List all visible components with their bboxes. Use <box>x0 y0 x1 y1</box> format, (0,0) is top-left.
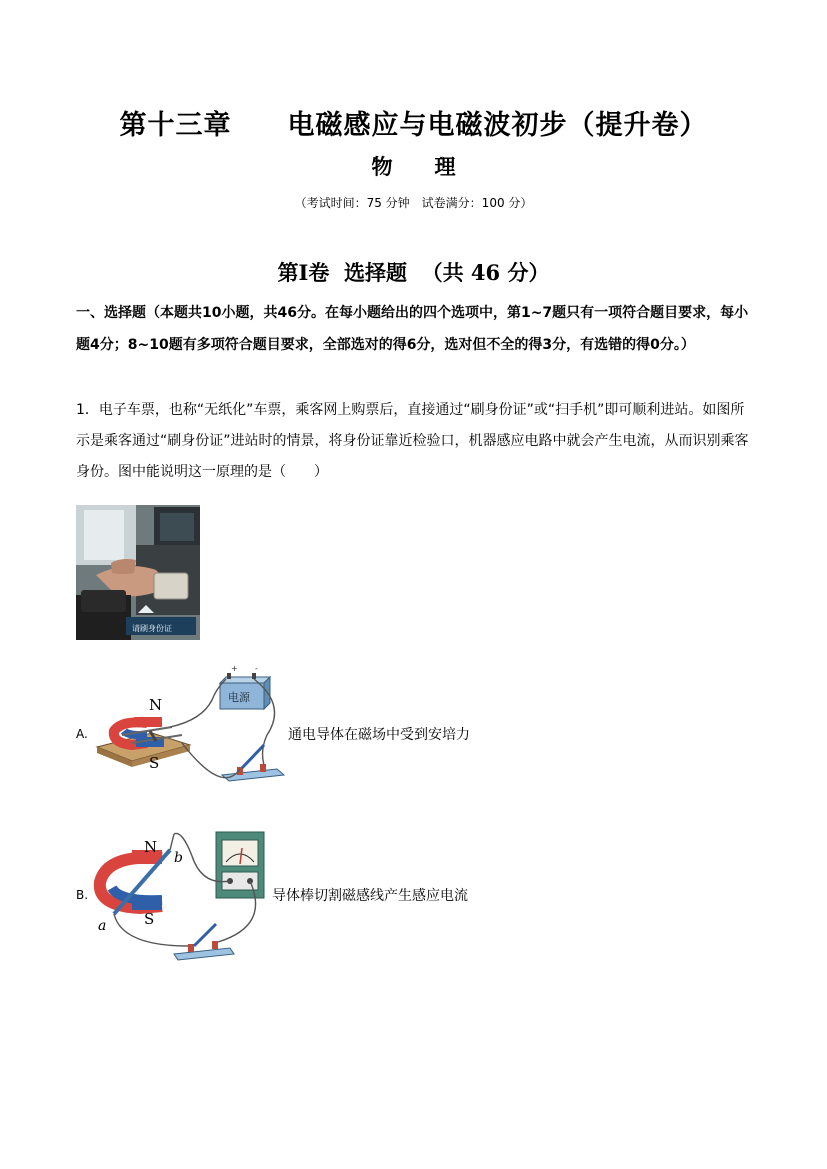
option-b-label-a: a <box>98 918 107 934</box>
option-a-figure <box>92 665 292 795</box>
power-minus: - <box>255 664 258 673</box>
option-b-label-b: b <box>174 850 183 866</box>
option-a-letter: A. <box>76 727 88 741</box>
option-b-south-label: S <box>144 910 155 928</box>
question-1-text: 1．电子车票，也称“无纸化”车票，乘客网上购票后，直接通过“刷身份证”或“扫手机”即可顺利进站。如图所示是乘客通过“刷身份证”进站时的情景，将身份证靠近检验口，机器感应电路中就会产生电流，从而识别乘客身份。图中能说明这一原理的是（ ） <box>76 402 749 480</box>
subject-title: 物 理 <box>371 154 456 179</box>
section-title: 第Ⅰ卷 选择题 （共 46 分） <box>277 260 550 285</box>
exam-info: （考试时间：75 分钟 试卷满分：100 分） <box>294 196 533 210</box>
option-b-north-label: N <box>144 838 158 856</box>
power-plus: + <box>231 664 238 673</box>
option-b-text: 导体棒切割磁感线产生感应电流 <box>272 888 468 904</box>
id-card-gate-photo <box>76 505 200 640</box>
option-b-letter: B. <box>76 888 89 902</box>
option-a-text: 通电导体在磁场中受到安培力 <box>288 727 470 743</box>
option-a-north-label: N <box>149 696 163 714</box>
photo-sign-text: 请刷身份证 <box>132 624 172 633</box>
chapter-title: 第十三章 电磁感应与电磁波初步（提升卷） <box>119 110 708 141</box>
option-b-figure <box>92 826 272 966</box>
option-a-south-label: S <box>149 754 160 772</box>
section-instructions: 一、选择题（本题共10小题，共46分。在每小题给出的四个选项中，第1~7题只有一项符合题目要求，每小题4分；8~10题有多项符合题目要求，全部选对的得6分，选对但不全的得3分，有选错的得0分。） <box>76 305 749 353</box>
power-label: 电源 <box>228 691 250 704</box>
